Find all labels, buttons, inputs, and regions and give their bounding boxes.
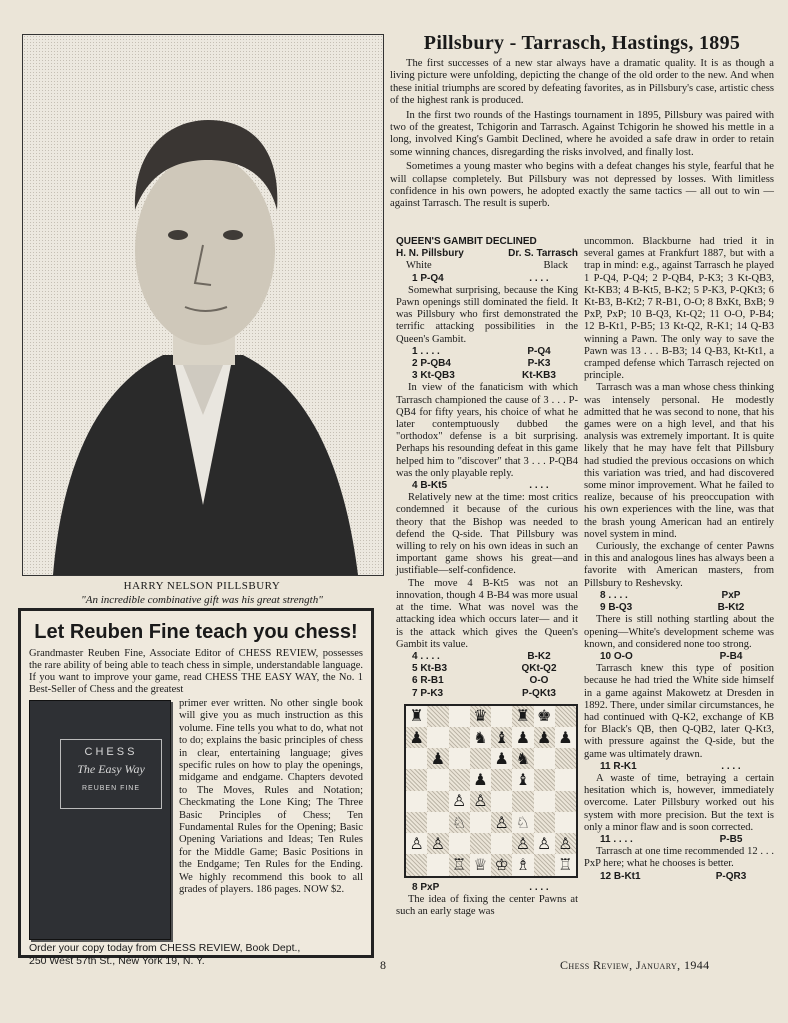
white-pawn-piece: ♙ (449, 791, 470, 812)
white-rook-piece: ♖ (555, 854, 576, 875)
pillsbury-portrait (22, 34, 384, 576)
black-move: P-QR3 (715, 870, 747, 882)
board-square (449, 748, 470, 769)
black-rook-piece: ♜ (406, 706, 427, 727)
move-row (396, 663, 578, 675)
board-square (449, 833, 470, 854)
board-square (491, 769, 512, 790)
black-pawn-piece: ♟ (470, 769, 491, 790)
book-title-line1: CHESS (84, 746, 138, 758)
magazine-footer: Chess Review, January, 1944 (560, 958, 710, 972)
book-cover (29, 700, 171, 940)
chess-diagram (404, 704, 578, 878)
board-square (534, 812, 555, 833)
board-square (491, 833, 512, 854)
white-move: 6 R-B1 (412, 675, 444, 687)
colors-row (396, 260, 578, 272)
board-square (470, 833, 491, 854)
black-king-piece: ♚ (534, 706, 555, 727)
board-square (555, 812, 576, 833)
board-square (512, 791, 533, 812)
portrait-caption-name: HARRY NELSON PILLSBURY (123, 580, 281, 592)
board-square (555, 791, 576, 812)
annotation: Somewhat surprising, because the King Pawn openings still dominated the field. It was Pillsbury who first demonstrated the terrific attacking possibilities in the Queen's Gambit. (396, 284, 578, 345)
game-column-left (396, 236, 578, 918)
black-move: QKt-Q2 (521, 663, 557, 675)
black-player: Dr. S. Tarrasch (508, 248, 578, 260)
white-knight-piece: ♘ (449, 812, 470, 833)
move-row (584, 834, 774, 846)
ad-order-info (29, 942, 363, 968)
white-move: 4 B-Kt5 (412, 480, 448, 492)
book-author: REUBEN FINE (81, 785, 141, 792)
white-move: 3 Kt-QB3 (412, 370, 455, 382)
ad-order-line2: 250 West 57th St., New York 19, N. Y. (29, 955, 205, 967)
move-row (396, 370, 578, 382)
move-row (396, 882, 578, 894)
white-pawn-piece: ♙ (491, 812, 512, 833)
players-row (396, 248, 578, 260)
book-advertisement (18, 608, 374, 967)
game-column-right (584, 236, 774, 883)
opening-name: QUEEN'S GAMBIT DECLINED (396, 236, 537, 247)
black-move: P-B4 (719, 650, 743, 662)
white-move: 12 B-Kt1 (600, 870, 641, 882)
board-square (427, 706, 448, 727)
board-square (406, 748, 427, 769)
board-square (427, 791, 448, 812)
move-row (584, 590, 774, 602)
white-move: 1 . . . . (412, 345, 440, 357)
black-move: PxP (721, 589, 741, 601)
white-move: 11 . . . . (600, 833, 633, 845)
move-row (584, 761, 774, 773)
white-move: 4 . . . . (412, 650, 440, 662)
white-bishop-piece: ♗ (512, 854, 533, 875)
annotation: The idea of fixing the center Pawns at such an early stage was (396, 893, 578, 918)
board-square (555, 706, 576, 727)
white-move: 8 PxP (412, 881, 440, 893)
black-move: . . . . (529, 480, 549, 492)
white-move: 2 P-QB4 (412, 358, 451, 370)
black-pawn-piece: ♟ (406, 727, 427, 748)
black-pawn-piece: ♟ (491, 748, 512, 769)
white-pawn-piece: ♙ (555, 833, 576, 854)
annotation: Tarrasch at one time recommended 12 . . . PxP here; what he chooses is better. (584, 846, 774, 870)
move-row (396, 675, 578, 687)
annotation: Tarrasch knew this type of position because he had tried the White side himself in a game against Makowetz at Dresden in 1892. There, under similar circumstances, he had continued with Q-K2, exchange of KB for Black's QB, then Q-QB2, later Q-Kt3, with pressure against the Q-side, but the game was ultimately drawn. (584, 663, 774, 760)
board-square (534, 769, 555, 790)
white-label: White (406, 260, 432, 272)
annotation: The move 4 B-Kt5 was not an innovation, though 4 B-B4 was more usual at the time. What was novel was the attacking idea which occurs later— and it is the attack which gives the Queen's Gambit its value. (396, 577, 578, 650)
ad-body: primer ever written. No other single book will give you as much instruction as this volume. Fine tells you what to do, what not to do; explains the basic principles of chess in clear, entertaining language; gives specific rules on how to play the openings, midgame and endgame. Chapters devoted to The Moves, Rules and Notation; Checkmating the Lone King; The Three Basic Principles of Chess; Ten Fundamental Rules for the Opening; Basic Opening Variations and Ideas; Ten Rules for the Middle Game; Basic Positions in the Endgame; Ten Rules for the Ending. We highly recommend this book to all grades of players. 186 pages. NOW $2. (179, 698, 363, 896)
black-move: O-O (529, 675, 549, 687)
annotation: Relatively new at the time: most critics condemned it because of the curious theory that the Bishop was needed to defend the Q-side. That Pillsbury was willing to rely on his own ideas in such an important game shows his great—and justifiable—self-confidence. (396, 492, 578, 577)
move-row (396, 688, 578, 700)
ad-title: Let Reuben Fine teach you chess! (34, 621, 358, 643)
board-square (555, 748, 576, 769)
annotation: uncommon. Blackburne had tried it in several games at Frankfurt 1887, but with a trap in mind: e.g., against Tarrasch he played 1 P-Q4, P-Q4; 2 P-QB4, P-K3; 3 Kt-QB3, Kt-KB3; 4 B-Kt5, B-K2; 5 P-K3, P-QKt3; 6 Kt-B3, B-Kt2; 7 R-B1, O-O; 8 BxKt, BxB; 9 PxP, PxP; 10 B-Q3, Kt-Q2; 11 O-O, P-B4; 12 B-Kt1, P-B5; 13 Kt-Q2, R-K1; 14 Q-B3 winning a Pawn. The only way to save the Pawn was 13 . . . B-B3; 14 Q-B3, Kt-Kt1, a cramped defense which Tarrasch rejected on principle. (584, 236, 774, 382)
intro-paragraph: Sometimes a young master who begins with a defeat changes his style, fearful that he will collapse completely. But Pillsbury was not depressed by losses. With limitless confidence in his own powers, he adopted exactly the same tactics — all out to win — against Tarrasch. The result is superb. (390, 161, 774, 210)
board-square (534, 791, 555, 812)
black-pawn-piece: ♟ (427, 748, 448, 769)
black-bishop-piece: ♝ (491, 727, 512, 748)
board-square (534, 748, 555, 769)
board-square (491, 706, 512, 727)
black-pawn-piece: ♟ (555, 727, 576, 748)
intro-paragraph: In the first two rounds of the Hastings tournament in 1895, Pillsbury was paired with two of the greatest, Tchigorin and Tarrasch. Against Tchigorin he showed his mettle in a long, involved King's Gambit Declined, where he avoided a safe draw in order to retain some winning chances, disregarding the risks involved, and finally lost. (390, 109, 774, 158)
white-queen-piece: ♕ (470, 854, 491, 875)
board-square (427, 727, 448, 748)
black-pawn-piece: ♟ (512, 727, 533, 748)
board-square (470, 812, 491, 833)
white-move: 5 Kt-B3 (412, 663, 448, 675)
page-number: 8 (380, 958, 386, 972)
board-square (406, 791, 427, 812)
white-pawn-piece: ♙ (534, 833, 555, 854)
book-title-line2: The Easy Way (77, 762, 145, 776)
black-move: B-K2 (527, 650, 551, 662)
annotation: Curiously, the exchange of center Pawns in this and analogous lines has always been a favorite with American masters, from Pillsbury to Reshevsky. (584, 541, 774, 589)
white-move: 8 . . . . (600, 589, 628, 601)
board-square (406, 769, 427, 790)
black-move: Kt-KB3 (522, 370, 556, 382)
board-square (427, 812, 448, 833)
move-row (396, 480, 578, 492)
black-label: Black (543, 260, 568, 272)
white-pawn-piece: ♙ (512, 833, 533, 854)
board-square (427, 769, 448, 790)
board-square (406, 812, 427, 833)
black-move: P-K3 (527, 358, 551, 370)
ad-order-line1: Order your copy today from CHESS REVIEW, Book Dept., (29, 942, 301, 954)
annotation: Tarrasch was a man whose chess thinking was intensely personal. He modestly admitted that he was second to none, that his games were on a high level, and that his analysis was extremely important. It is quite likely that he may have felt that Pillsbury had studied the previous occasions on which this variation was tried, and had discovered some minor improvement. What he failed to realize, because of his preoccupation with his own experiences with the line, was that the brash young American had an entirely novel system in mind. (584, 382, 774, 540)
board-square (427, 854, 448, 875)
black-pawn-piece: ♟ (534, 727, 555, 748)
annotation: In view of the fanaticism with which Tarrasch championed the cause of 3 . . . P-QB4 for fifty years, his choice of what he later contemptuously dubbed the "orthodox" defense is a bit surprising. Perhaps his resounding defeat in this game helped him to "discover" that 3 . . . P-QB4 was the only playable reply. (396, 382, 578, 479)
move-row (584, 651, 774, 663)
white-move: 11 R-K1 (600, 760, 637, 772)
portrait-image (23, 35, 383, 575)
board-square (470, 748, 491, 769)
white-move: 9 B-Q3 (600, 602, 633, 614)
board-square (449, 706, 470, 727)
black-knight-piece: ♞ (470, 727, 491, 748)
board-square (555, 769, 576, 790)
black-rook-piece: ♜ (512, 706, 533, 727)
ad-intro: Grandmaster Reuben Fine, Associate Editor of CHESS REVIEW, possesses the rare ability of being able to teach chess in simple, understandable language. If you want to improve your game, read CHESS THE EASY WAY, the No. 1 Best-Seller of Chess and the greatest (29, 648, 363, 695)
board-square (449, 727, 470, 748)
portrait-caption-quote: "An incredible combinative gift was his great strength" (81, 594, 323, 606)
black-knight-piece: ♞ (512, 748, 533, 769)
annotation: There is still nothing startling about the opening—White's development scheme was known, and considered none too strong. (584, 614, 774, 650)
article-intro (390, 58, 774, 213)
move-row (396, 346, 578, 358)
white-pawn-piece: ♙ (406, 833, 427, 854)
white-move: 7 P-K3 (412, 687, 444, 699)
black-move: B-Kt2 (717, 602, 745, 614)
black-move: . . . . (721, 760, 741, 772)
move-row (396, 358, 578, 370)
black-bishop-piece: ♝ (512, 769, 533, 790)
white-move: 1 P-Q4 (412, 272, 444, 284)
board-square (449, 769, 470, 790)
move-row (396, 273, 578, 285)
move-row (584, 602, 774, 614)
article-title: Pillsbury - Tarrasch, Hastings, 1895 (423, 32, 741, 54)
black-move: P-B5 (719, 833, 743, 845)
move-row (584, 871, 774, 883)
white-move: 10 O-O (600, 650, 633, 662)
board-square (534, 854, 555, 875)
black-move: . . . . (529, 272, 549, 284)
board-square (406, 854, 427, 875)
black-move: P-QKt3 (522, 687, 556, 699)
black-move: P-Q4 (527, 345, 551, 357)
book-cover-label (60, 739, 162, 809)
intro-paragraph: The first successes of a new star always have a dramatic quality. It is as though a living picture were unfolding, depicting the change of the old order to the new. And when these initial triumphs are scored by defeating favorites, as in Pillsbury's case, artistic chess of the highest rank is produced. (390, 58, 774, 107)
white-player: H. N. Pillsbury (396, 248, 464, 260)
move-row (396, 651, 578, 663)
board-square (491, 791, 512, 812)
white-knight-piece: ♘ (512, 812, 533, 833)
white-pawn-piece: ♙ (470, 791, 491, 812)
annotation: A waste of time, betraying a certain hesitation which is, however, immediately overcome. Later Pillsbury worked out his system with more precision. But the text is only a minor flaw and is soon corrected. (584, 772, 774, 833)
white-pawn-piece: ♙ (427, 833, 448, 854)
white-rook-piece: ♖ (449, 854, 470, 875)
white-king-piece: ♔ (491, 854, 512, 875)
black-move: . . . . (529, 881, 549, 893)
black-queen-piece: ♛ (470, 706, 491, 727)
